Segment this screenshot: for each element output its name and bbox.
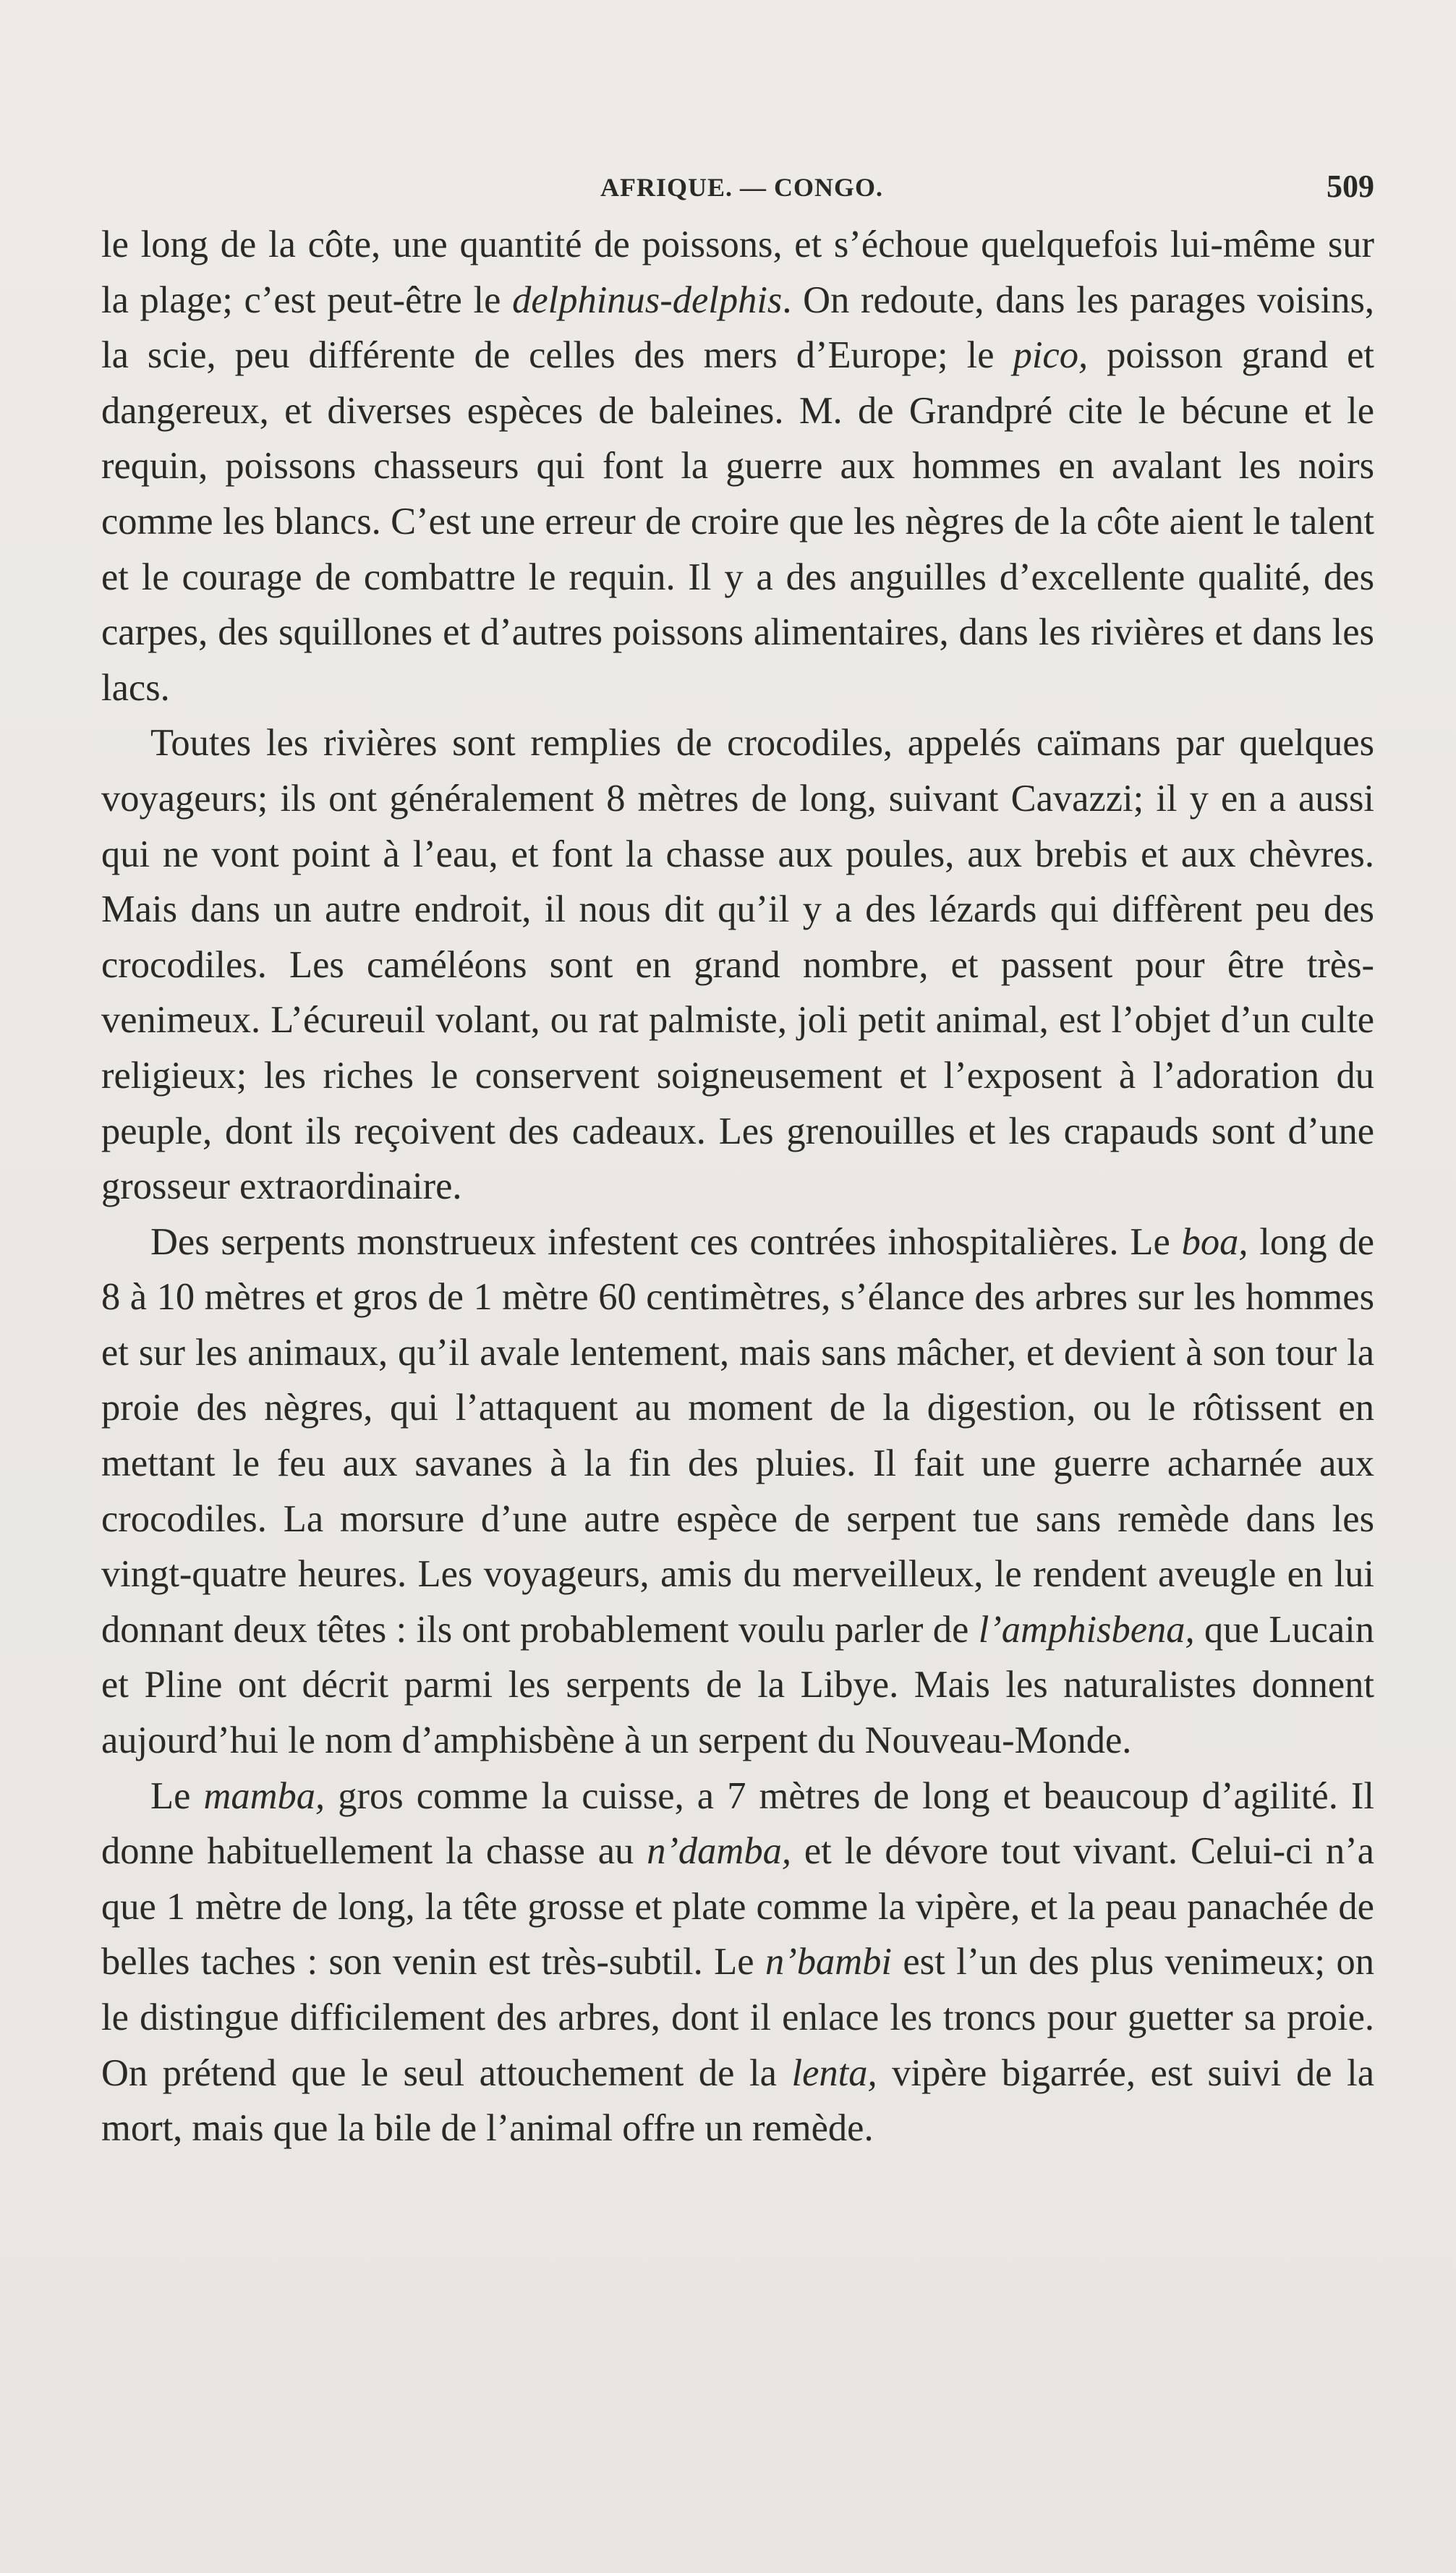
text-span: poisson grand et dangereux, et diverses espèces de baleines. M. de Grandpré cite le bécune et le requin, poissons chasseurs qui font la guerre aux hommes en avalant les noirs comme les blancs. C’est une erreur de croire que les nègres de la côte aient le talent et le courage de combattre le requin. Il y a des anguilles d’excellente qualité, des carpes, des squillones et d’autres poissons alimentaires, dans les rivières et dans les lacs. <box>101 334 1374 709</box>
italic-term: pico, <box>1013 334 1089 377</box>
text-span: que Lucain et Pline ont décrit parmi les serpents de la Libye. Mais les naturalistes donnent aujourd’hui le nom d’amphisbène à un serpent du Nouveau-Monde. <box>101 1608 1374 1762</box>
italic-term: boa, <box>1181 1220 1248 1263</box>
text-span: le long de la côte, une quantité de poissons, et s’échoue quelquefois lui-même sur la plage; c’est peut-être le <box>101 224 1374 321</box>
running-head <box>101 165 1374 216</box>
italic-term: lenta, <box>791 2051 877 2094</box>
text-span: Le <box>150 1774 204 1817</box>
text-span: long de 8 à 10 mètres et gros de 1 mètre 60 centimètres, s’élance des arbres sur les hommes et sur les animaux, qu’il avale lentement, mais sans mâcher, et devient à son tour la proie des nègres, qui l’attaquent au moment de la digestion, ou le rôtissent en mettant le feu aux savanes à la fin des pluies. Il fait une guerre acharnée aux crocodiles. La morsure d’une autre espèce de serpent tue sans remède dans les vingt-quatre heures. Les voyageurs, amis du merveilleux, le rendent aveugle en lui donnant deux têtes : ils ont probablement voulu parler de <box>101 1220 1374 1651</box>
italic-term: n’bambi <box>765 1941 892 1983</box>
italic-term: delphinus-delphis <box>512 278 783 321</box>
text-span: gros comme la cuisse, a 7 mètres de long et beaucoup d’agilité. Il donne habituellement la chasse au <box>101 1774 1374 1873</box>
running-title: AFRIQUE. — CONGO. <box>600 173 884 202</box>
italic-term: l’amphisbena, <box>978 1608 1195 1651</box>
text-span: vipère bigarrée, est suivi de la mort, mais que la bile de l’animal offre un remède. <box>101 2051 1375 2150</box>
paragraph-crocodiles <box>101 715 1374 1214</box>
text-span: Des serpents monstrueux infestent ces contrées inhospitalières. Le <box>150 1220 1182 1263</box>
paragraph-fish <box>101 217 1374 715</box>
italic-term: mamba, <box>203 1774 325 1817</box>
paragraph-mamba <box>101 1769 1374 2156</box>
text-span: est l’un des plus venimeux; on le distingue difficilement des arbres, dont il enlace les troncs pour guetter sa proie. On prétend que le seul attouchement de la <box>101 1941 1374 2094</box>
paragraph-serpents <box>101 1215 1374 1769</box>
body-text <box>101 217 1374 2156</box>
page-number: 509 <box>1327 169 1374 204</box>
italic-term: n’damba, <box>647 1830 791 1873</box>
text-span: . On redoute, dans les parages voisins, la scie, peu différente de celles des mers d’Europe; le <box>101 278 1375 377</box>
text-span: Toutes les rivières sont remplies de crocodiles, appelés caïmans par quelques voyageurs; ils ont généralement 8 mètres de long, suivant Cavazzi; il y en a aussi qui ne vont point à l’eau, et font la chasse aux poules, aux brebis et aux chèvres. Mais dans un autre endroit, il nous dit qu’il y a des lézards qui diffèrent peu des crocodiles. Les caméléons sont en grand nombre, et passent pour être très-venimeux. L’écureuil volant, ou rat palmiste, joli petit animal, est l’objet d’un culte religieux; les riches le conservent soigneusement et l’exposent à l’adoration du peuple, dont ils reçoivent des cadeaux. Les grenouilles et les crapauds sont d’une grosseur extraordinaire. <box>101 722 1374 1208</box>
text-span: et le dévore tout vivant. Celui-ci n’a que 1 mètre de long, la tête grosse et plate comme la vipère, et la peau panachée de belles taches : son venin est très-subtil. Le <box>101 1830 1374 1983</box>
